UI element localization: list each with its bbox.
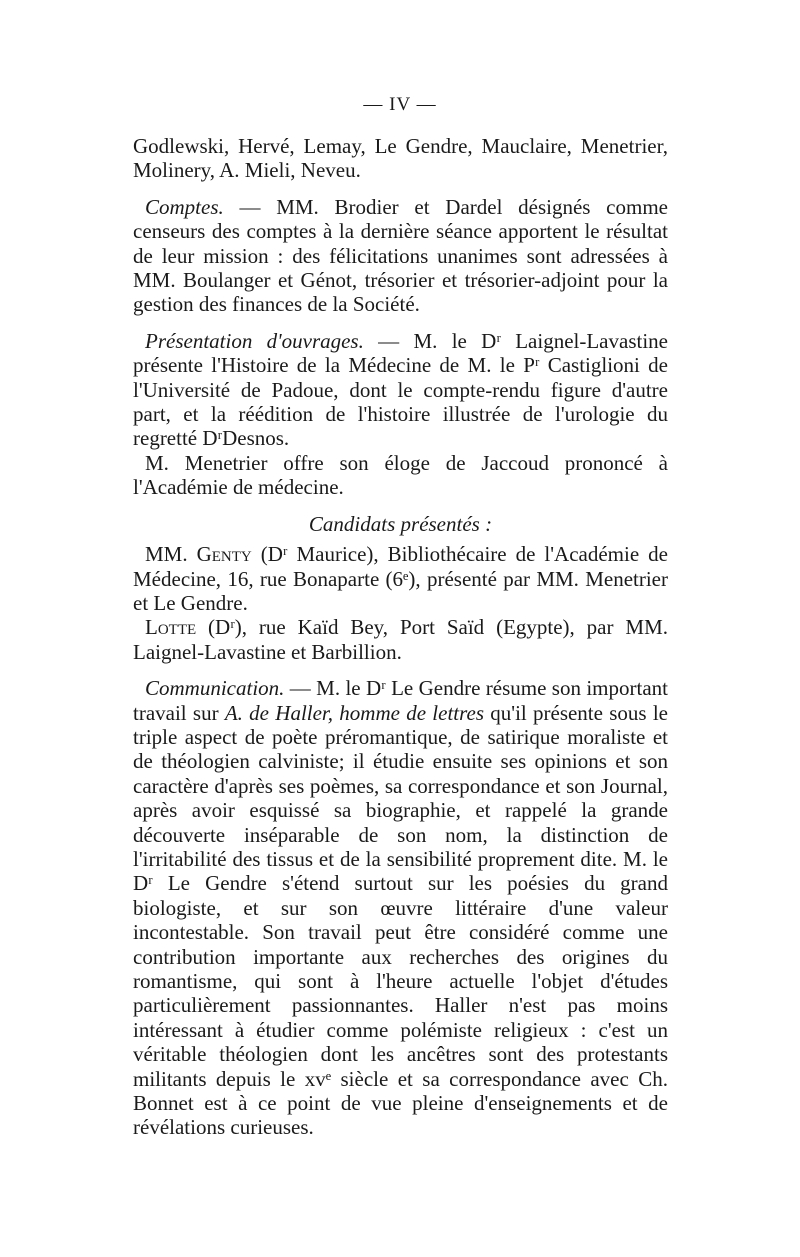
candidate-genty-name: Genty — [196, 542, 252, 567]
presentation-paragraph — [133, 329, 668, 451]
comptes-title: Comptes. — [145, 194, 224, 219]
candidate-genty-prefix: MM. — [145, 542, 197, 567]
communication-title: Communication. — [145, 676, 285, 701]
candidate-lotte — [133, 615, 668, 664]
candidate-lotte-name: Lotte — [145, 615, 197, 640]
presentation-body: — M. le Dʳ Laignel-Lavastine présente l'Histoire de la Médecine de M. le Pʳ Castiglioni de l'Université de Padoue, dont le compte-rendu figure d'autre part, et la réédition de l'histoire illustrée de l'urologie du regretté DʳDesnos. — [133, 328, 668, 451]
body-text — [133, 134, 668, 1140]
communication-work-title: A. de Haller, homme de lettres — [224, 700, 485, 725]
communication-body-2: qu'il présente sous le triple aspect de poète préromantique, de satirique moraliste et de théologien calviniste; il étudie ensuite ses opinions et son caractère d'après ses poèmes, sa correspondance et son Journal, après avoir esquissé sa biographie, et rappelé la grande découverte inséparable de son nom, la distinction de l'irritabilité des tissus et de la sensibilité proprement dite. M. le Dʳ Le Gendre s'étend surtout sur les poésies du grand biologiste, et sur son œuvre littéraire d'une valeur incontestable. Son travail peut être considéré comme une contribution importante aux recherches des origines du romantisme, qui sont à l'heure actuelle l'objet d'études particulièrement passionnantes. Haller n'est pas moins intéressant à étudier comme polémiste religieux : c'est un véritable théologien dont les ancêtres sont des protestants militants depuis le xvᵉ siècle et sa correspondance avec Ch. Bonnet est à ce point de vue pleine d'enseignements et de révélations curieuses. — [133, 700, 668, 1140]
communication-body-1: — M. le Dʳ Le Gendre résume son important travail sur — [133, 676, 668, 725]
candidate-genty — [133, 542, 668, 615]
candidats-heading: Candidats présentés : — [308, 511, 493, 536]
candidate-lotte-details: (Dʳ), rue Kaïd Bey, Port Saïd (Egypte), par MM. Laignel-Lavastine et Barbillion. — [133, 615, 668, 664]
candidate-genty-details: (Dʳ Maurice), Bibliothécaire de l'Académie de Médecine, 16, rue Bonaparte (6ᵉ), présenté par MM. Menetrier et Le Gendre. — [133, 542, 668, 615]
page-number-header: — IV — — [363, 94, 437, 115]
communication-paragraph — [133, 676, 668, 1140]
attendee-names: Godlewski, Hervé, Lemay, Le Gendre, Mauclaire, Menetrier, Molinery, A. Mieli, Neveu. — [133, 134, 668, 183]
presentation-paragraph-2: M. Menetrier offre son éloge de Jaccoud prononcé à l'Académie de médecine. — [133, 450, 668, 500]
presentation-title: Présentation d'ouvrages. — [145, 328, 364, 353]
comptes-body: — MM. Brodier et Dardel désignés comme censeurs des comptes à la dernière séance apportent le résultat de leur mission : des félicitations unanimes sont adressées à MM. Boulanger et Génot, trésorier et trésorier-adjoint pour la gestion des finances de la Société. — [133, 194, 668, 317]
comptes-paragraph — [133, 195, 668, 317]
